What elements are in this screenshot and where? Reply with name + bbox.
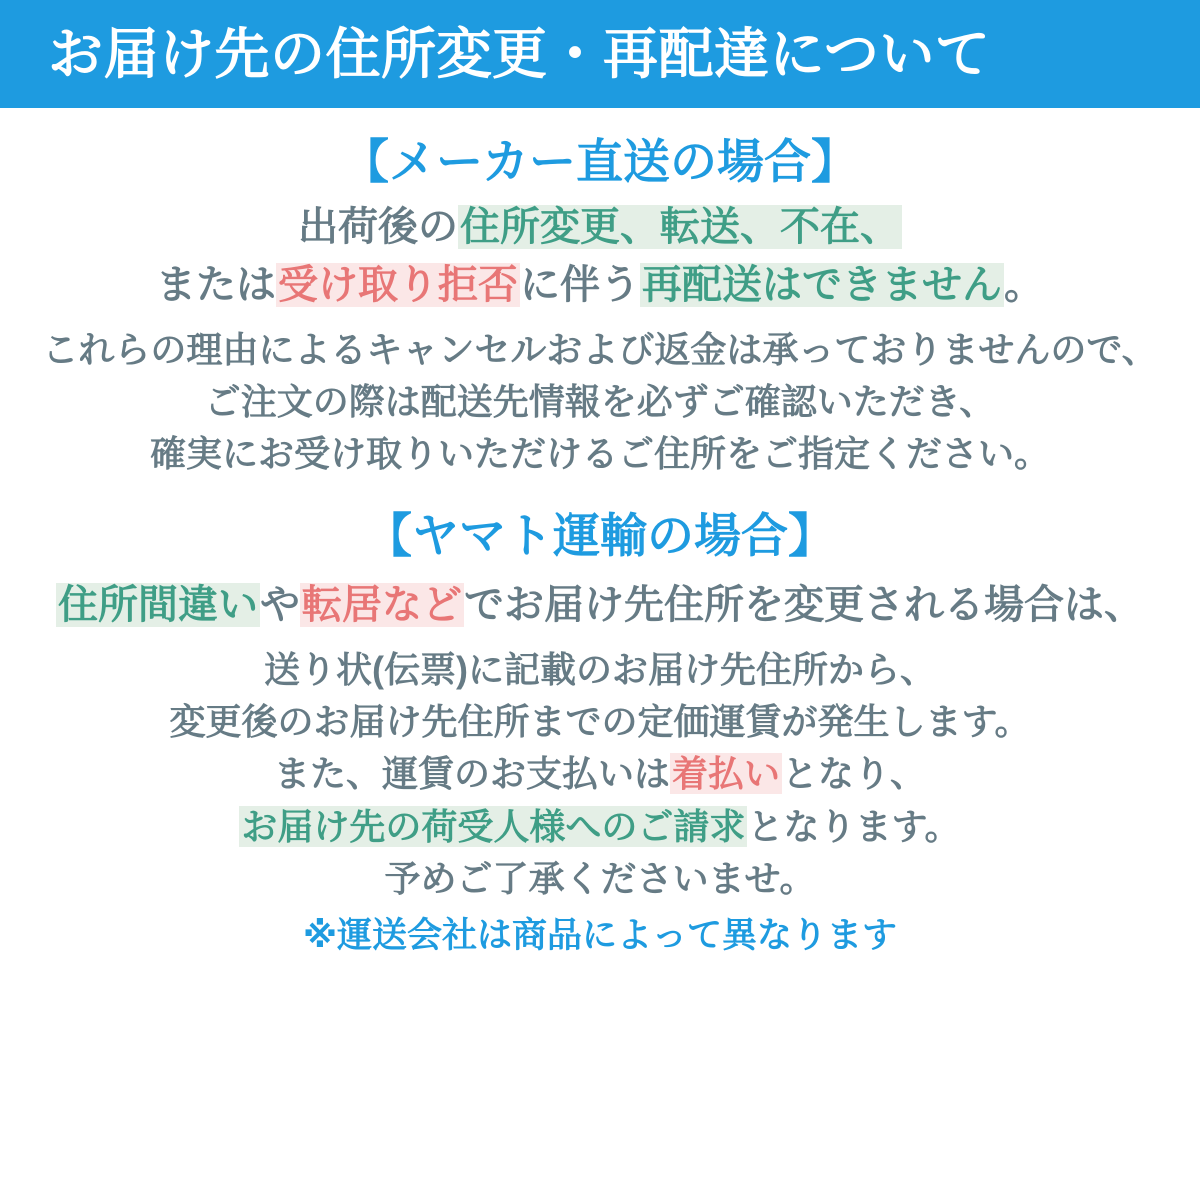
section-heading-maker-direct: 【メーカー直送の場合】: [341, 135, 859, 188]
text-run: 出荷後の: [298, 204, 458, 249]
text-run: となり、: [782, 753, 927, 795]
section-1-line-1: 送り状(伝票)に記載のお届け先住所から、: [264, 648, 936, 690]
text-run: や: [260, 582, 300, 627]
text-run: また、運賃のお支払いは: [273, 753, 670, 795]
section-1-line-5: 予めご了承くださいませ。: [384, 857, 816, 899]
notice-content: [0, 108, 1200, 957]
section-1-line-2: 変更後のお届け先住所までの定価運賃が発生します。: [169, 701, 1031, 743]
section-0-line-2: これらの理由によるキャンセルおよび返金は承っておりませんので、: [42, 328, 1158, 370]
section-0-line-3: ご注文の際は配送先情報を必ずご確認いただき、: [204, 380, 996, 422]
page-title: お届け先の住所変更・再配達について: [48, 22, 991, 85]
text-run: または: [156, 262, 276, 307]
highlight-run: 着払い: [671, 753, 780, 795]
section-heading-yamato: 【ヤマト運輸の場合】: [365, 509, 835, 563]
text-run: でお届け先住所を変更される場合は、: [464, 582, 1144, 627]
section-0-line-0: [0, 198, 1200, 256]
section-0-line-1: [0, 256, 1200, 314]
footnote: ※運送会社は商品によって異なります: [302, 915, 898, 955]
section-1-line-3: [0, 748, 1200, 800]
text-run: 。: [1004, 262, 1044, 307]
section-1-line-0: [0, 576, 1200, 634]
highlight-run: 受け取り拒否: [278, 262, 518, 307]
highlight-run: 住所変更、転送、不在、: [460, 204, 900, 249]
highlight-run: 住所間違い: [58, 582, 258, 627]
highlight-run: お届け先の荷受人様へのご請求: [241, 805, 746, 847]
highlight-run: 再配送はできません: [642, 262, 1002, 307]
text-run: に伴う: [520, 262, 640, 307]
text-run: となります。: [747, 805, 961, 847]
highlight-run: 転居など: [302, 582, 462, 627]
section-0-line-4: 確実にお受け取りいただけるご住所をご指定ください。: [149, 433, 1050, 475]
section-1-line-4: [0, 801, 1200, 853]
page-header: [0, 0, 1200, 108]
